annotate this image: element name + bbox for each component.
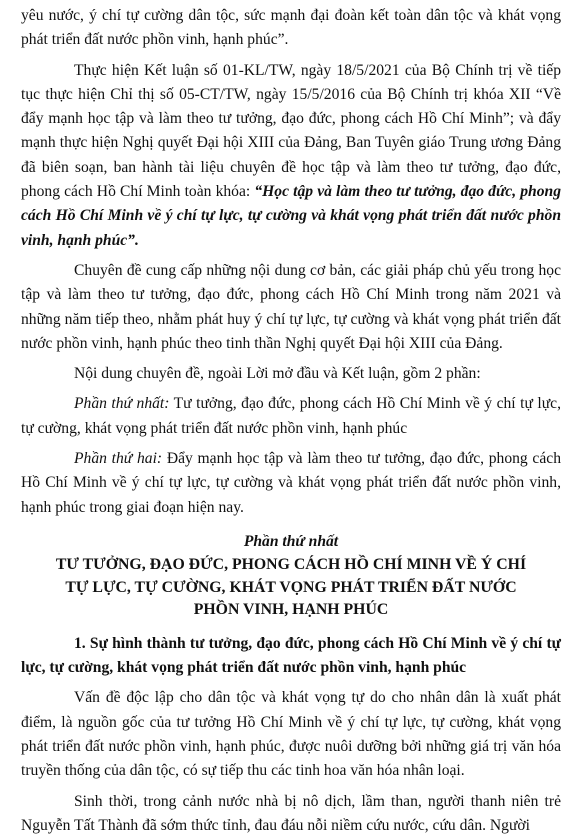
paragraph-implementation	[21, 59, 561, 253]
part-heading-label: Phần thứ nhất	[243, 532, 339, 550]
section-heading: 1. Sự hình thành tư tưởng, đạo đức, phong cách Hồ Chí Minh về ý chí tự lực, tự cường, khát vọng phát triển đất nước phồn vinh, hạnh phúc	[21, 634, 561, 677]
paragraph-part-one	[21, 392, 561, 441]
paragraph-topic-structure: Nội dung chuyên đề, ngoài Lời mở đầu và Kết luận, gồm 2 phần:	[74, 365, 481, 383]
part-two-text: Đẩy mạnh học tập và làm theo tư tưởng, đạo đức, phong cách Hồ Chí Minh về ý chí tự lực, tự cường và khát vọng phát triển đất nước phồn vinh, hạnh phúc trong giai đoạn hiện nay.	[21, 450, 561, 516]
paragraph-biography: Sinh thời, trong cảnh nước nhà bị nô dịch, lầm than, người thanh niên trẻ Nguyễn Tất Thành đã sớm thức tỉnh, đau đáu nỗi niềm cứu nước, cứu dân. Người	[21, 792, 561, 834]
paragraph-implementation-text: Thực hiện Kết luận số 01-KL/TW, ngày 18/5/2021 của Bộ Chính trị về tiếp tục thực hiện Chỉ thị số 05-CT/TW, ngày 15/5/2016 của Bộ Chính trị khóa XII “Về đẩy mạnh học tập và làm theo tư tưởng, đạo đức, phong cách Hồ Chí Minh”; và đẩy mạnh thực hiện Nghị quyết Đại hội XIII của Đảng, Ban Tuyên giáo Trung ương Đảng đã biên soạn, ban hành tài liệu chuyên đề học tập và làm theo tư tưởng, đạo đức, phong cách Hồ Chí Minh toàn khóa:	[21, 61, 561, 201]
topic-title-emphasis: “Học tập và làm theo tư tưởng, đạo đức, phong cách Hồ Chí Minh về ý chí tự lực, tự cường và khát vọng phát triển đất nước phồn vinh, hạnh phúc”.	[21, 183, 561, 249]
part-heading-title-line1: TƯ TƯỞNG, ĐẠO ĐỨC, PHONG CÁCH HỒ CHÍ MINH VỀ Ý CHÍ	[55, 556, 527, 574]
part-one-label: Phần thứ nhất:	[74, 395, 170, 413]
paragraph-origin: Vấn đề độc lập cho dân tộc và khát vọng tự do cho nhân dân là xuất phát điểm, là nguồn gốc của tư tưởng Hồ Chí Minh về ý chí tự lực, tự cường, khát vọng phát triển đất nước phồn vinh, hạnh phúc, được nuôi dưỡng bởi những giá trị văn hóa truyền thống của dân tộc, có sự tiếp thu các tinh hoa văn hóa nhân loại.	[21, 689, 561, 780]
part-two-label: Phần thứ hai:	[74, 450, 163, 468]
part-one-text: Tư tưởng, đạo đức, phong cách Hồ Chí Minh về ý chí tự lực, tự cường, khát vọng phát triển đất nước phồn vinh, hạnh phúc	[21, 395, 561, 437]
part-heading-title-line2: TỰ LỰC, TỰ CƯỜNG, KHÁT VỌNG PHÁT TRIỂN ĐẤT NƯỚC	[65, 578, 517, 596]
paragraph-continued: yêu nước, ý chí tự cường dân tộc, sức mạnh đại đoàn kết toàn dân tộc và khát vọng phát triển đất nước phồn vinh, hạnh phúc”.	[21, 7, 561, 49]
paragraph-topic-content: Chuyên đề cung cấp những nội dung cơ bản, các giải pháp chủ yếu trong học tập và làm theo tư tưởng, đạo đức, phong cách Hồ Chí Minh trong năm 2021 và những năm tiếp theo, nhằm phát huy ý chí tự lực, tự cường và khát vọng phát triển đất nước phồn vinh, hạnh phúc theo tinh thần Nghị quyết Đại hội XIII của Đảng.	[21, 261, 561, 352]
part-heading-title-line3: PHỒN VINH, HẠNH PHÚC	[193, 601, 389, 619]
paragraph-part-two	[21, 447, 561, 520]
